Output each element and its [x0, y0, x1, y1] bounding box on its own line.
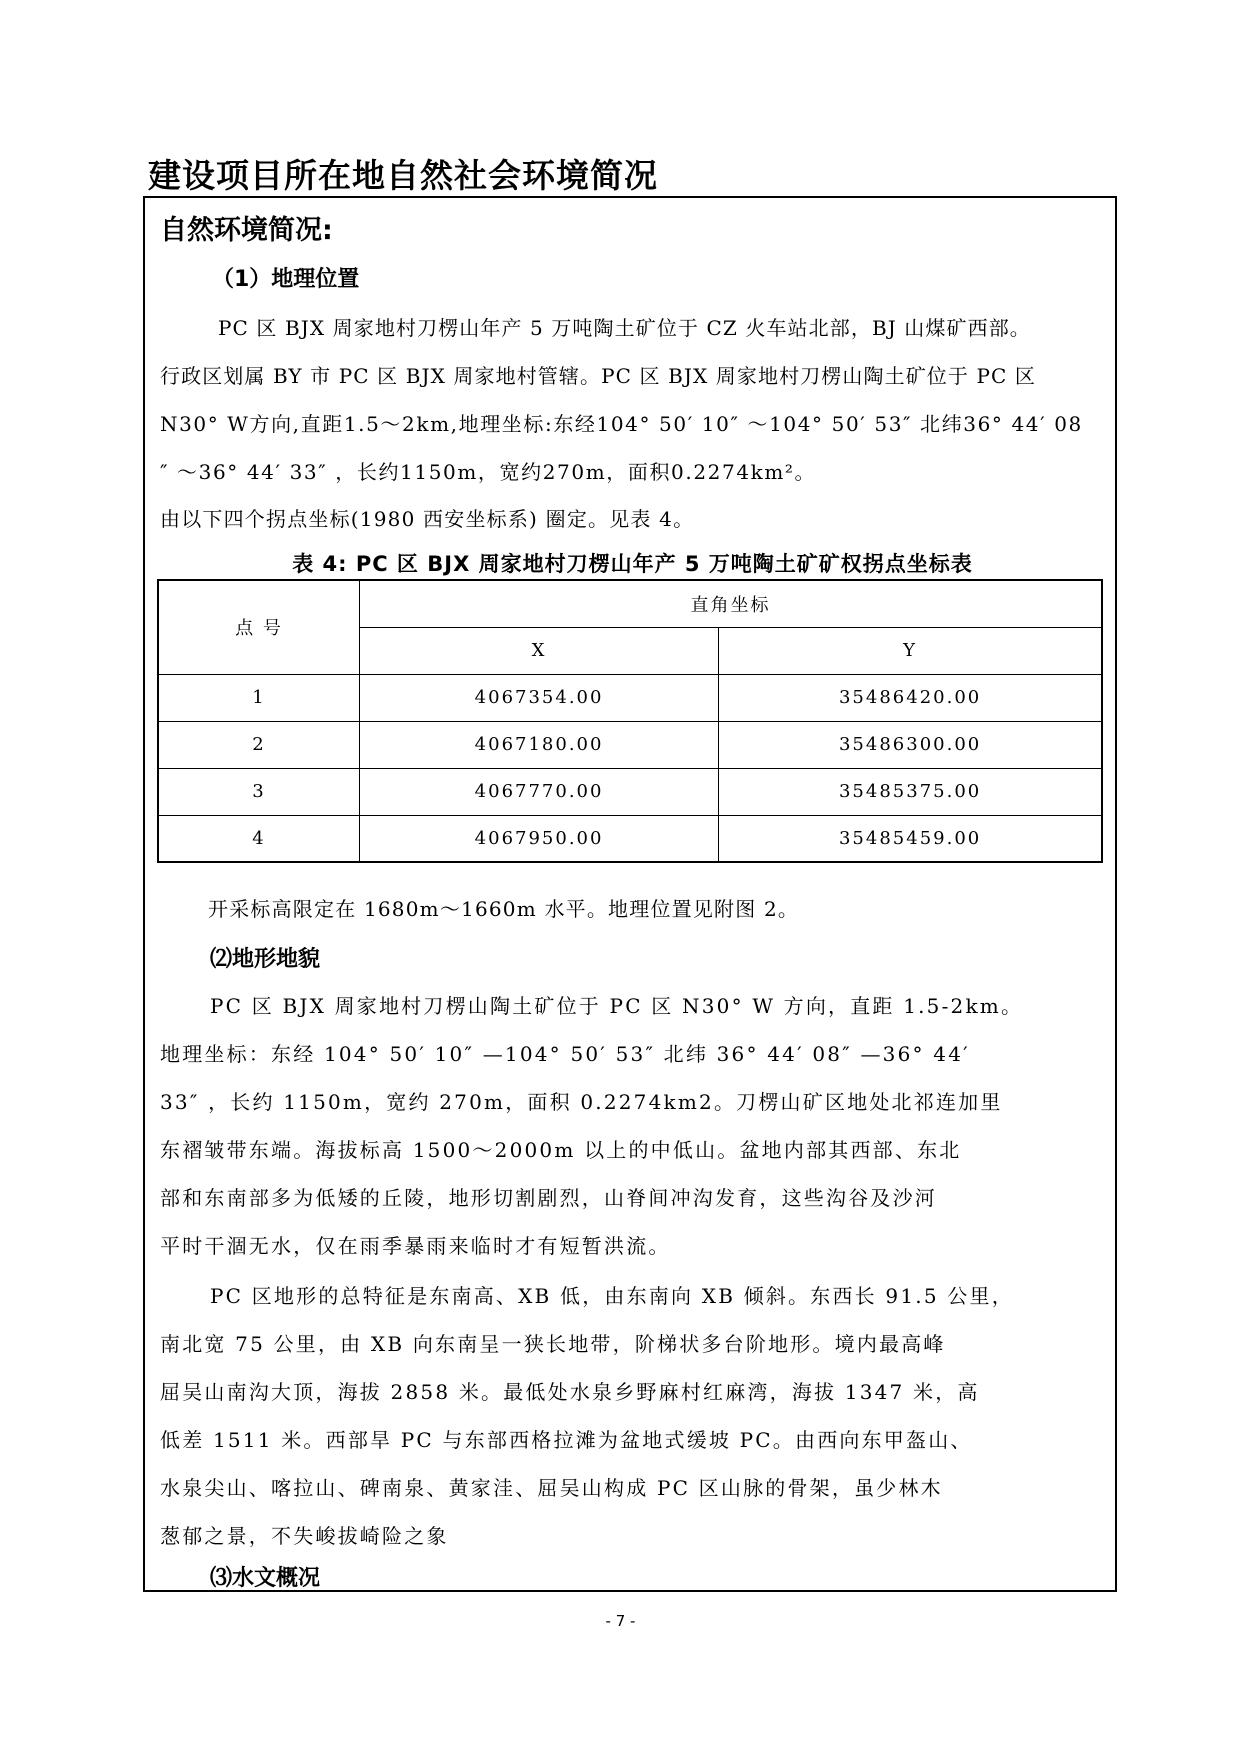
terrain-line: PC 区地形的总特征是东南高、XB 低，由东南向 XB 倾斜。东西长 91.5 公里，	[210, 1284, 1014, 1308]
terrain-line: 南北宽 75 公里，由 XB 向东南呈一狭长地带，阶梯状多台阶地形。境内最高峰	[160, 1332, 946, 1356]
geo-line-4: ″ ～36° 44′ 33″ ，长约1150m，宽约270m，面积0.2274km²。	[160, 460, 817, 484]
geo-line-5: 由以下四个拐点坐标(1980 西安坐标系) 圈定。见表 4。	[160, 507, 695, 531]
after-table-text: 开采标高限定在 1680m～1660m 水平。地理位置见附图 2。	[208, 897, 800, 921]
terrain-line: 东褶皱带东端。海拔标高 1500～2000m 以上的中低山。盆地内部其西部、东北	[160, 1138, 962, 1162]
geo-line-1: PC 区 BJX 周家地村刀楞山年产 5 万吨陶土矿位于 CZ 火车站北部，BJ 山煤矿西部。	[218, 316, 1031, 340]
geo-line-3: N30° W方向,直距1.5～2km,地理坐标:东经104° 50′ 10″ ～104° 50′ 53″ 北纬36° 44′ 08	[160, 412, 1083, 436]
geo-title: （1）地理位置	[212, 267, 360, 292]
header-point-number: 点 号	[158, 580, 359, 674]
table-row	[158, 721, 1102, 768]
header-y: Y	[719, 627, 1102, 674]
terrain-line: 水泉尖山、喀拉山、碑南泉、黄家洼、屈吴山构成 PC 区山脉的骨架，虽少林木	[160, 1476, 943, 1500]
terrain-line: 低差 1511 米。西部旱 PC 与东部西格拉滩为盆地式缓坡 PC。由西向东甲盔山、	[160, 1428, 973, 1452]
header-x: X	[359, 627, 718, 674]
terrain-line: 屈吴山南沟大顶，海拔 2858 米。最低处水泉乡野麻村红麻湾，海拔 1347 米，高	[160, 1380, 980, 1404]
terrain-line: 平时干涸无水，仅在雨季暴雨来临时才有短暂洪流。	[160, 1234, 671, 1258]
table-caption: 表 4: PC 区 BJX 周家地村刀楞山年产 5 万吨陶土矿矿权拐点坐标表	[292, 552, 973, 576]
cell-point: 1	[158, 674, 359, 721]
hydro-title: ⑶水文概况	[210, 1566, 321, 1591]
geo-line-2: 行政区划属 BY 市 PC 区 BJX 周家地村管辖。PC 区 BJX 周家地村刀楞山陶土矿位于 PC 区	[160, 364, 1036, 388]
cell-point: 4	[158, 815, 359, 862]
cell-point: 3	[158, 768, 359, 815]
coordinate-table	[157, 579, 1103, 863]
header-rect-coords: 直角坐标	[359, 580, 1102, 627]
cell-x: 4067950.00	[359, 815, 718, 862]
cell-point: 2	[158, 721, 359, 768]
cell-y: 35486420.00	[719, 674, 1102, 721]
terrain-line: 葱郁之景，不失峻拔崎险之象	[160, 1524, 449, 1548]
cell-y: 35485375.00	[719, 768, 1102, 815]
terrain-line: 33″ ，长约 1150m，宽约 270m，面积 0.2274km2。刀楞山矿区地处北祁连加里	[160, 1090, 1003, 1114]
table-header-row	[158, 580, 1102, 627]
terrain-title: ⑵地形地貌	[210, 947, 321, 972]
terrain-line: PC 区 BJX 周家地村刀楞山陶土矿位于 PC 区 N30° W 方向，直距 1.5-2km。	[210, 994, 1024, 1018]
table-row	[158, 674, 1102, 721]
cell-y: 35486300.00	[719, 721, 1102, 768]
terrain-line: 地理坐标：东经 104° 50′ 10″ —104° 50′ 53″ 北纬 36° 44′ 08″ —36° 44′	[160, 1042, 970, 1066]
cell-y: 35485459.00	[719, 815, 1102, 862]
cell-x: 4067770.00	[359, 768, 718, 815]
page-number: - 7 -	[605, 1612, 636, 1630]
table-row	[158, 768, 1102, 815]
section-title: 自然环境简况:	[160, 215, 333, 246]
cell-x: 4067180.00	[359, 721, 718, 768]
cell-x: 4067354.00	[359, 674, 718, 721]
page-heading: 建设项目所在地自然社会环境简况	[148, 156, 658, 195]
table-row	[158, 815, 1102, 862]
terrain-line: 部和东南部多为低矮的丘陵，地形切割剧烈，山脊间冲沟发育，这些沟谷及沙河	[160, 1186, 937, 1210]
